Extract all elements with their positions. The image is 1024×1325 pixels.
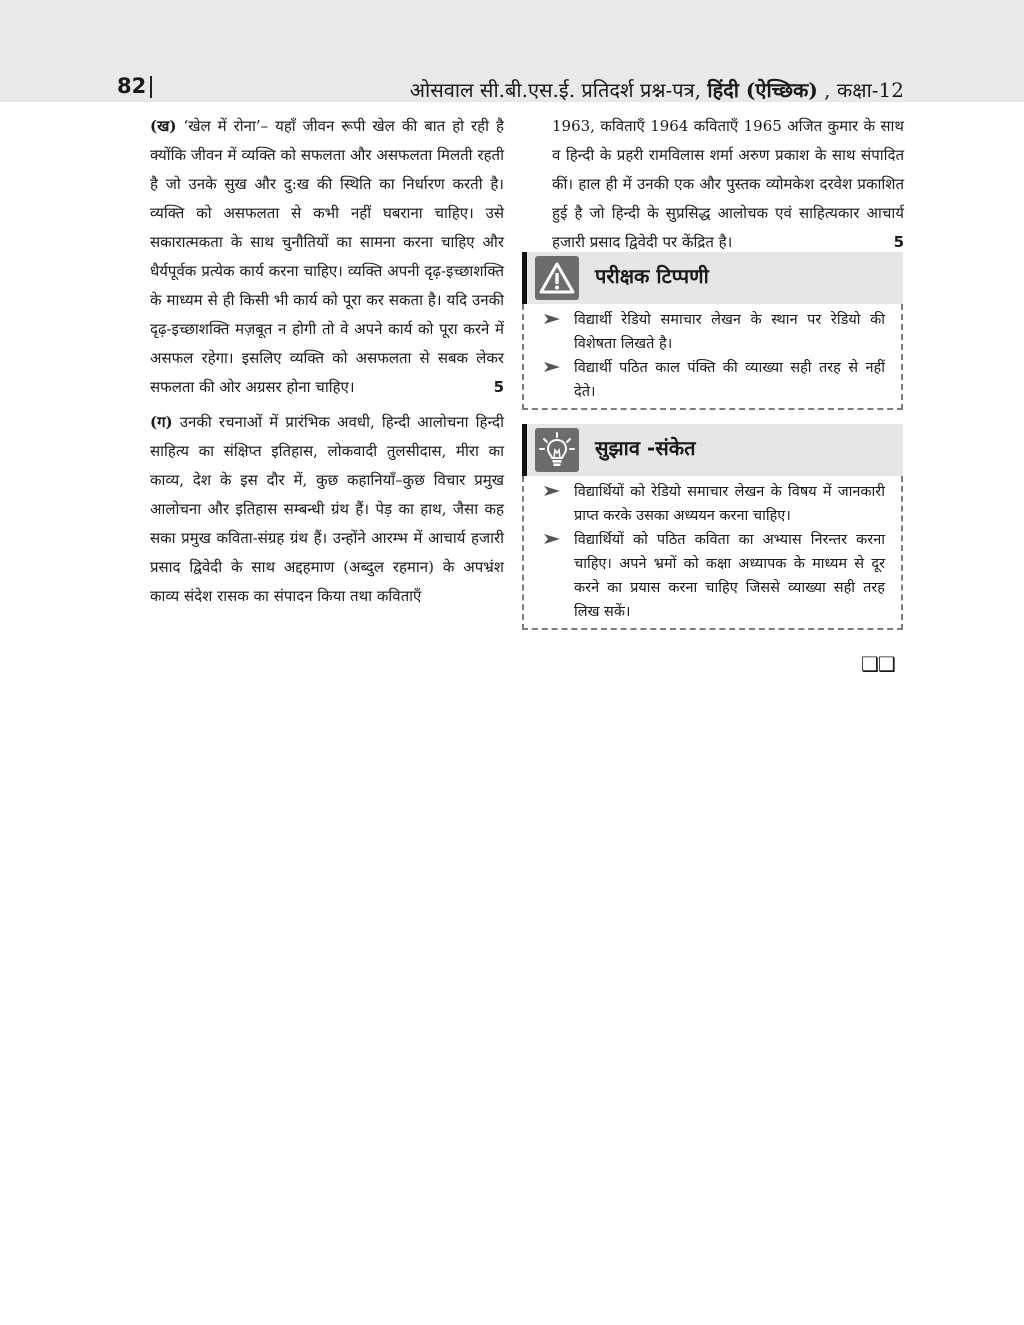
examiner-comment-title: परीक्षक टिप्पणी <box>595 264 709 288</box>
examiner-comment-body <box>522 304 903 410</box>
list-item <box>542 528 885 624</box>
answer-label: (ग) <box>150 413 173 431</box>
answer-text: ‘खेल में रोना’– यहाँ जीवन रूपी खेल की बात हो रही है क्योंकि जीवन में व्यक्ति को सफलता और असफलता मिलती रहती है जो उनके सुख और दु:ख की स्थिति का निर्धारण करती है। व्यक्ति को असफलता से कभी नहीं घबराना चाहिए। उसे सकारात्मकता के साथ चुनौतियों का सामना करना चाहिए और धैर्यपूर्वक प्रत्येक कार्य करना चाहिए। व्यक्ति अपनी दृढ़-इच्छाशक्ति के माध्यम से ही किसी भी कार्य को पूरा कर सकता है। यदि उनकी दृढ़-इच्छाशक्ति मज़बूत न होगी तो वे अपने कार्य को पूरा करने में असफल रहेगा। इसलिए व्यक्ति को असफलता से सबक लेकर सफलता की ओर अग्रसर होना चाहिए। <box>150 117 504 396</box>
arrow-bullet-icon <box>544 532 560 546</box>
suggestion-title: सुझाव -संकेत <box>595 436 696 460</box>
list-item-text: विद्यार्थी पठित काल पंक्ति की व्याख्या सही तरह से नहीं देते। <box>574 360 885 400</box>
list-item <box>542 356 885 404</box>
list-item <box>542 480 885 528</box>
suggestion-header <box>522 424 903 476</box>
left-column <box>150 112 504 611</box>
marks: 5 <box>893 233 904 251</box>
list-item-text: विद्यार्थी रेडियो समाचार लेखन के स्थान पर रेडियो की विशेषता लिखते है। <box>574 312 885 352</box>
lightbulb-icon <box>535 428 579 472</box>
running-title-prefix: ओसवाल सी.बी.एस.ई. प्रतिदर्श प्रश्न-पत्र, <box>409 78 708 102</box>
right-column <box>552 112 904 257</box>
suggestion-body <box>522 476 903 630</box>
arrow-bullet-icon <box>544 360 560 374</box>
answer-kh <box>150 112 504 402</box>
arrow-bullet-icon <box>544 484 560 498</box>
examiner-comment-header <box>522 252 903 304</box>
marks: 5 <box>493 378 504 396</box>
list-item <box>542 308 885 356</box>
page-number: 82 <box>117 74 147 98</box>
warning-icon <box>535 256 579 300</box>
answer-text: उनकी रचनाओं में प्रारंभिक अवधी, हिन्दी आलोचना हिन्दी साहित्य का संक्षिप्त इतिहास, लोकवादी तुलसीदास, मीरा का काव्य, देश के इस दौर में, कुछ कहानियाँ–कुछ विचार प्रमुख आलोचना और इतिहास सम्बन्धी ग्रंथ हैं। पेड़ का हाथ, जैसा कह सका प्रमुख कविता-संग्रह ग्रंथ हैं। उन्होंने आरम्भ में आचार्य हजारी प्रसाद द्विवेदी के साथ अद्दहमाण (अब्दुल रहमान) के अपभ्रंश काव्य संदेश रासक का संपादन किया तथा कविताएँ <box>150 413 504 605</box>
arrow-bullet-icon <box>544 312 560 326</box>
running-title-subject: हिंदी (ऐच्छिक) <box>707 78 818 102</box>
running-title <box>410 76 904 103</box>
header-divider <box>150 76 152 98</box>
answer-label: (ख) <box>150 117 177 135</box>
list-item-text: विद्यार्थियों को रेडियो समाचार लेखन के विषय में जानकारी प्राप्त करके उसका अध्ययन करना चाहिए। <box>574 484 885 524</box>
running-title-class: , कक्षा-12 <box>817 78 904 102</box>
answer-text: 1963, कविताएँ 1964 कविताएँ 1965 अजित कुमार के साथ व हिन्दी के प्रहरी रामविलास शर्मा अरुण प्रकाश के साथ संपादित कीं। हाल ही में उनकी एक और पुस्तक व्योमकेश दरवेश प्रकाशित हुई है जो हिन्दी के सुप्रसिद्ध आलोचक एवं साहित्यकार आचार्य हजारी प्रसाद द्विवेदी पर केंद्रित है। <box>552 117 904 251</box>
end-of-section-mark: ❑❑ <box>861 652 895 676</box>
answer-ga <box>150 408 504 611</box>
answer-continuation <box>552 112 904 257</box>
list-item-text: विद्यार्थियों को पठित कविता का अभ्यास निरन्तर करना चाहिए। अपने भ्रमों को कक्षा अध्यापक के माध्यम से दूर करने का प्रयास करना चाहिए जिससे व्याख्या सही तरह लिख सकें। <box>574 532 885 620</box>
